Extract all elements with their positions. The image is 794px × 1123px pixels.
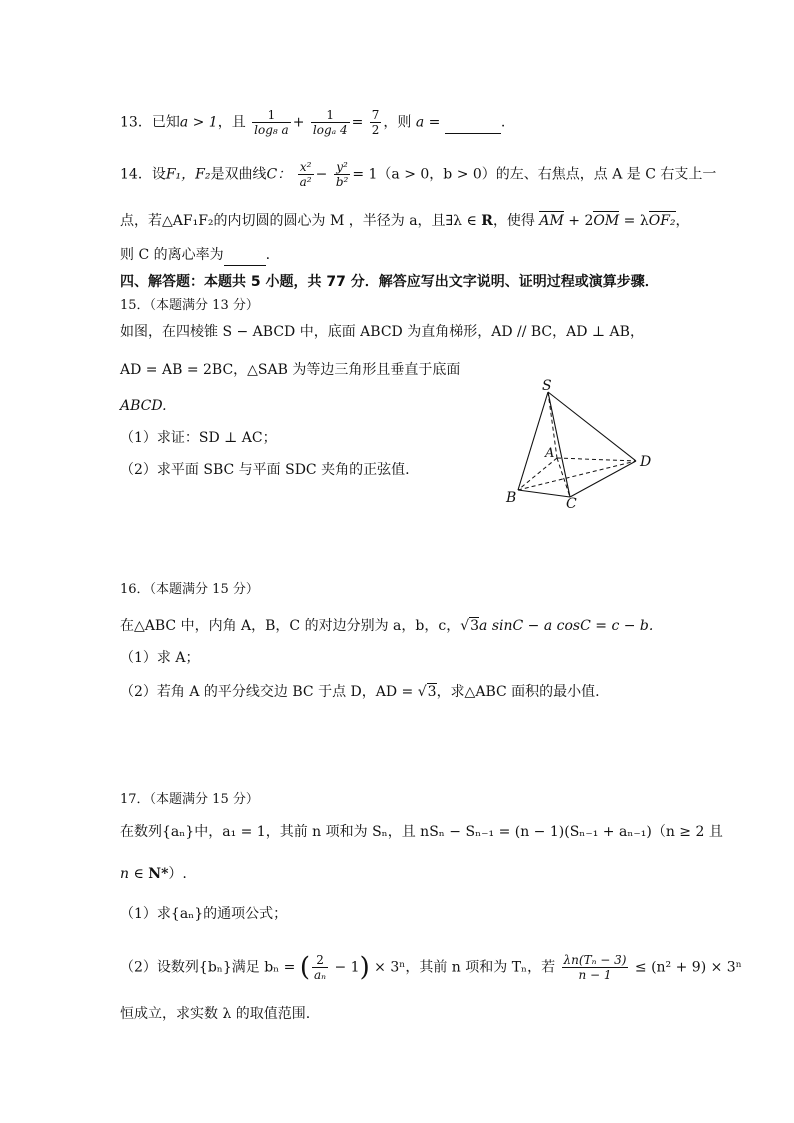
q13-fraction-2: $\frac{1}{\text{logₐ 4}}$: [312, 108, 348, 137]
label-S: S: [542, 378, 552, 394]
q14-number: 14．: [120, 166, 152, 183]
q15-title: 15．（本题满分 13 分）: [120, 298, 259, 313]
edge-SC: [548, 392, 570, 497]
label-B: B: [506, 490, 517, 506]
q17-paragraph-3: 恒成立，求实数 λ 的取值范围.: [120, 1006, 311, 1022]
edge-BD-hidden: [518, 461, 636, 490]
q17-subquestion-2: （2）设数列{bₙ}满足 bₙ = ( $\frac{2}{\text{aₙ}}$ − 1) × 3ⁿ，其前 n 项和为 Tₙ，若 $\frac{\text{λn(Tₙ − 3)}}{n - 1}$ ≤ (n² + 9) × 3ⁿ: [120, 952, 742, 983]
q15-subquestion-2: （2）求平面 SBC 与平面 SDC 夹角的正弦值.: [120, 462, 410, 478]
label-D: D: [640, 454, 652, 470]
q17-subquestion-1: （1）求{aₙ}的通项公式；: [120, 906, 288, 922]
edge-AB-hidden: [518, 458, 557, 490]
q13-fraction-3: $\frac{7}{2}$: [371, 108, 380, 137]
q13-answer-blank: [445, 113, 501, 134]
edge-BC: [518, 490, 570, 497]
q13-number: 13．: [120, 114, 152, 131]
label-A: A: [545, 446, 555, 461]
q15-paragraph-3: ABCD.: [120, 398, 167, 414]
q14-line-1: 14．设F₁，F₂是双曲线C： $\frac{\text{x²}}{\text{a²}}$ − $\frac{\text{y²}}{\text{b²}}$ = 1（a > 0，b > 0）的左、右焦点，点 A 是 C 右支上一: [120, 160, 717, 189]
q16-title: 16．（本题满分 15 分）: [120, 582, 259, 597]
q14-line-2: 点，若△AF₁F₂的内切圆的圆心为 M ，半径为 a，且∃λ ∈ R，使得 AM + 2OM = λOF₂，: [120, 213, 690, 229]
q17-title: 17．（本题满分 15 分）: [120, 792, 259, 807]
edge-AC-hidden: [557, 458, 570, 497]
q17-paragraph-1: 在数列{aₙ}中，a₁ = 1，其前 n 项和为 Sₙ，且 nSₙ − Sₙ₋₁ = (n − 1)(Sₙ₋₁ + aₙ₋₁)（n ≥ 2 且: [120, 824, 723, 840]
edge-SB: [518, 392, 548, 490]
section-4-heading: 四、解答题：本题共 5 小题，共 77 分．解答应写出文字说明、证明过程或演算步骤．: [120, 274, 659, 290]
edge-CD: [570, 461, 636, 497]
q16-paragraph-1: 在△ABC 中，内角 A，B，C 的对边分别为 a，b，c，√3a sinC − a cosC = c − b.: [120, 618, 654, 634]
q15-subquestion-1: （1）求证：SD ⊥ AC；: [120, 430, 277, 446]
q15-paragraph-1: 如图，在四棱锥 S − ABCD 中，底面 ABCD 为直角梯形，AD // BC，AD ⊥ AB，: [120, 324, 644, 340]
q14-y-fraction: $\frac{\text{y²}}{\text{b²}}$: [335, 160, 349, 189]
q17-paragraph-2: n ∈ N*）.: [120, 866, 187, 882]
q16-subquestion-1: （1）求 A；: [120, 650, 200, 666]
q14-answer-blank: [224, 245, 266, 266]
q14-line-3: 则 C 的离心率为 .: [120, 245, 270, 266]
q13-fraction-1: $\frac{1}{\text{log₈ a}}$: [254, 108, 289, 137]
q15-paragraph-2: AD = AB = 2BC，△SAB 为等边三角形且垂直于底面: [120, 362, 461, 378]
edge-SD: [548, 392, 636, 461]
edge-AD-hidden: [557, 458, 636, 461]
q16-subquestion-2: （2）若角 A 的平分线交边 BC 于点 D，AD = √3，求△ABC 面积的最小值.: [120, 684, 600, 700]
q13-line: 13．已知a > 1，且 $\frac{1}{\text{log₈ a}}$ + $\frac{1}{\text{logₐ 4}}$ = $\frac{7}{2}$ ，则 a = .: [120, 108, 506, 137]
label-C: C: [566, 496, 577, 512]
q14-x-fraction: $\frac{\text{x²}}{\text{a²}}$: [299, 160, 312, 189]
